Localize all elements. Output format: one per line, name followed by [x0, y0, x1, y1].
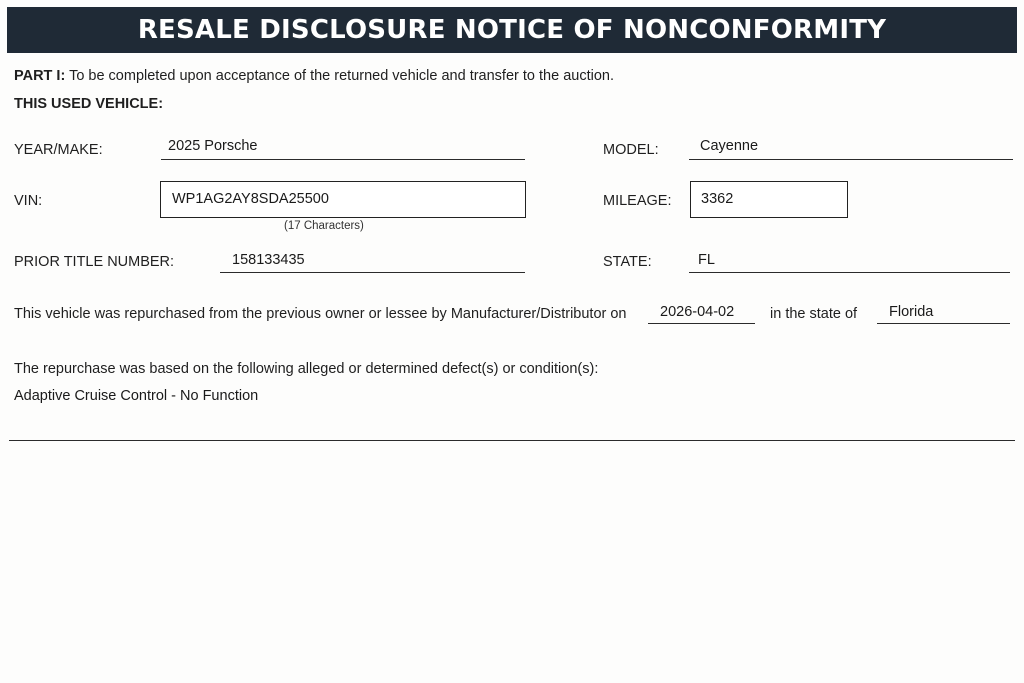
prior-title-field[interactable]: 158133435	[232, 252, 305, 268]
state-underline	[689, 272, 1010, 273]
repurchase-date-underline	[648, 323, 755, 324]
vin-label: VIN:	[14, 193, 43, 209]
in-state-text: in the state of	[770, 306, 858, 322]
repurchase-statement: This vehicle was repurchased from the previous owner or lessee by Manufacturer/Distributor on	[14, 306, 627, 322]
state-label: STATE:	[603, 254, 652, 270]
year-make-underline	[161, 159, 525, 160]
form-title-bar	[7, 7, 1017, 53]
vin-hint: (17 Characters)	[284, 220, 364, 232]
model-field[interactable]: Cayenne	[700, 138, 759, 154]
repurchase-state-field[interactable]: Florida	[889, 304, 934, 320]
mileage-value: 3362	[701, 191, 734, 207]
prior-title-underline	[220, 272, 525, 273]
section-heading: THIS USED VEHICLE:	[14, 96, 164, 112]
form-title: RESALE DISCLOSURE NOTICE OF NONCONFORMITY	[137, 15, 887, 45]
model-label: MODEL:	[603, 142, 659, 158]
part-label: PART I:	[14, 68, 66, 84]
year-make-label: YEAR/MAKE:	[14, 142, 103, 158]
state-field[interactable]: FL	[698, 252, 715, 268]
defect-underline	[9, 440, 1015, 441]
mileage-label: MILEAGE:	[603, 193, 672, 209]
defect-field[interactable]: Adaptive Cruise Control - No Function	[14, 388, 259, 404]
year-make-field[interactable]: 2025 Porsche	[168, 138, 258, 154]
part-instructions: To be completed upon acceptance of the returned vehicle and transfer to the auction.	[69, 68, 614, 84]
part-one-line	[14, 67, 614, 85]
vin-value: WP1AG2AY8SDA25500	[172, 191, 329, 207]
repurchase-state-underline	[877, 323, 1010, 324]
mileage-field[interactable]	[690, 181, 848, 218]
model-underline	[689, 159, 1013, 160]
vin-field[interactable]	[160, 181, 526, 218]
repurchase-date-field[interactable]: 2026-04-02	[660, 304, 735, 320]
prior-title-label: PRIOR TITLE NUMBER:	[14, 254, 175, 270]
defect-intro: The repurchase was based on the following alleged or determined defect(s) or condition(s):	[14, 361, 599, 377]
